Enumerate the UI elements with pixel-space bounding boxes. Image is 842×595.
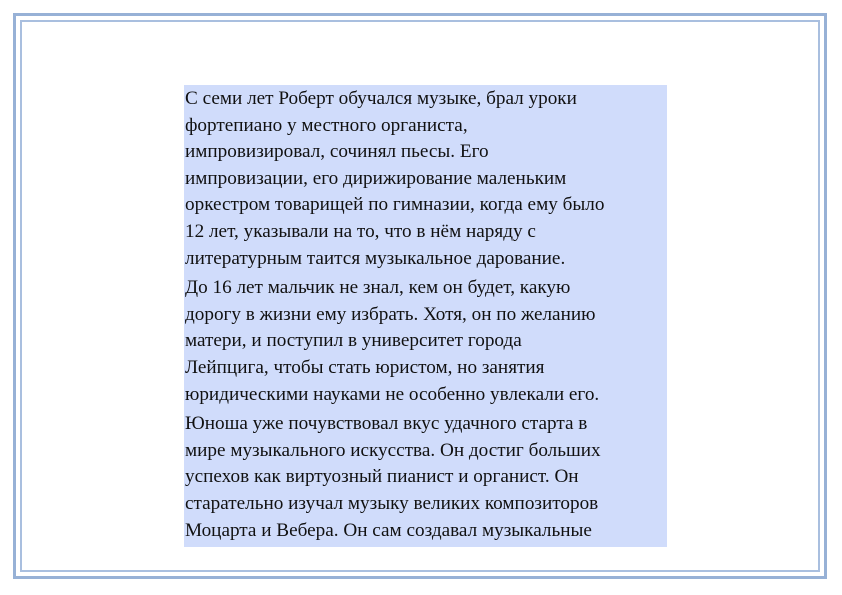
text-line: успехов как виртуозный пианист и органист. Он [185, 466, 579, 488]
text-line: Лейпцига, чтобы стать юристом, но занятия [185, 356, 545, 378]
text-line: мире музыкального искусства. Он достиг больших [185, 439, 601, 461]
text-line: юридическими науками не особенно увлекали его. [185, 383, 600, 405]
text-line: матери, и поступил в университет города [185, 330, 522, 352]
text-line: До 16 лет мальчик не знал, кем он будет, какую [185, 277, 571, 299]
text-line: Моцарта и Вебера. Он сам создавал музыкальные [185, 519, 592, 541]
text-line: импровизировал, сочинял пьесы. Его [185, 141, 489, 163]
text-line: фортепиано у местного органиста, [185, 114, 468, 136]
text-line: импровизации, его дирижирование маленьким [185, 167, 567, 189]
text-body[interactable] [184, 85, 667, 547]
text-line: Юноша уже почувствовал вкус удачного старта в [185, 413, 588, 435]
text-line: оркестром товарищей по гимназии, когда ему было [185, 194, 605, 216]
paragraph-1 [185, 86, 667, 272]
text-line: литературным таится музыкальное дарование. [185, 247, 566, 269]
paragraph-3 [185, 411, 667, 544]
paragraph-2 [185, 275, 667, 408]
text-line: дорогу в жизни ему избрать. Хотя, он по желанию [185, 303, 596, 325]
text-line: старательно изучал музыку великих композиторов [185, 492, 599, 514]
text-line: С семи лет Роберт обучался музыке, брал уроки [185, 88, 577, 109]
text-line: 12 лет, указывали на то, что в нём наряду с [185, 220, 536, 242]
